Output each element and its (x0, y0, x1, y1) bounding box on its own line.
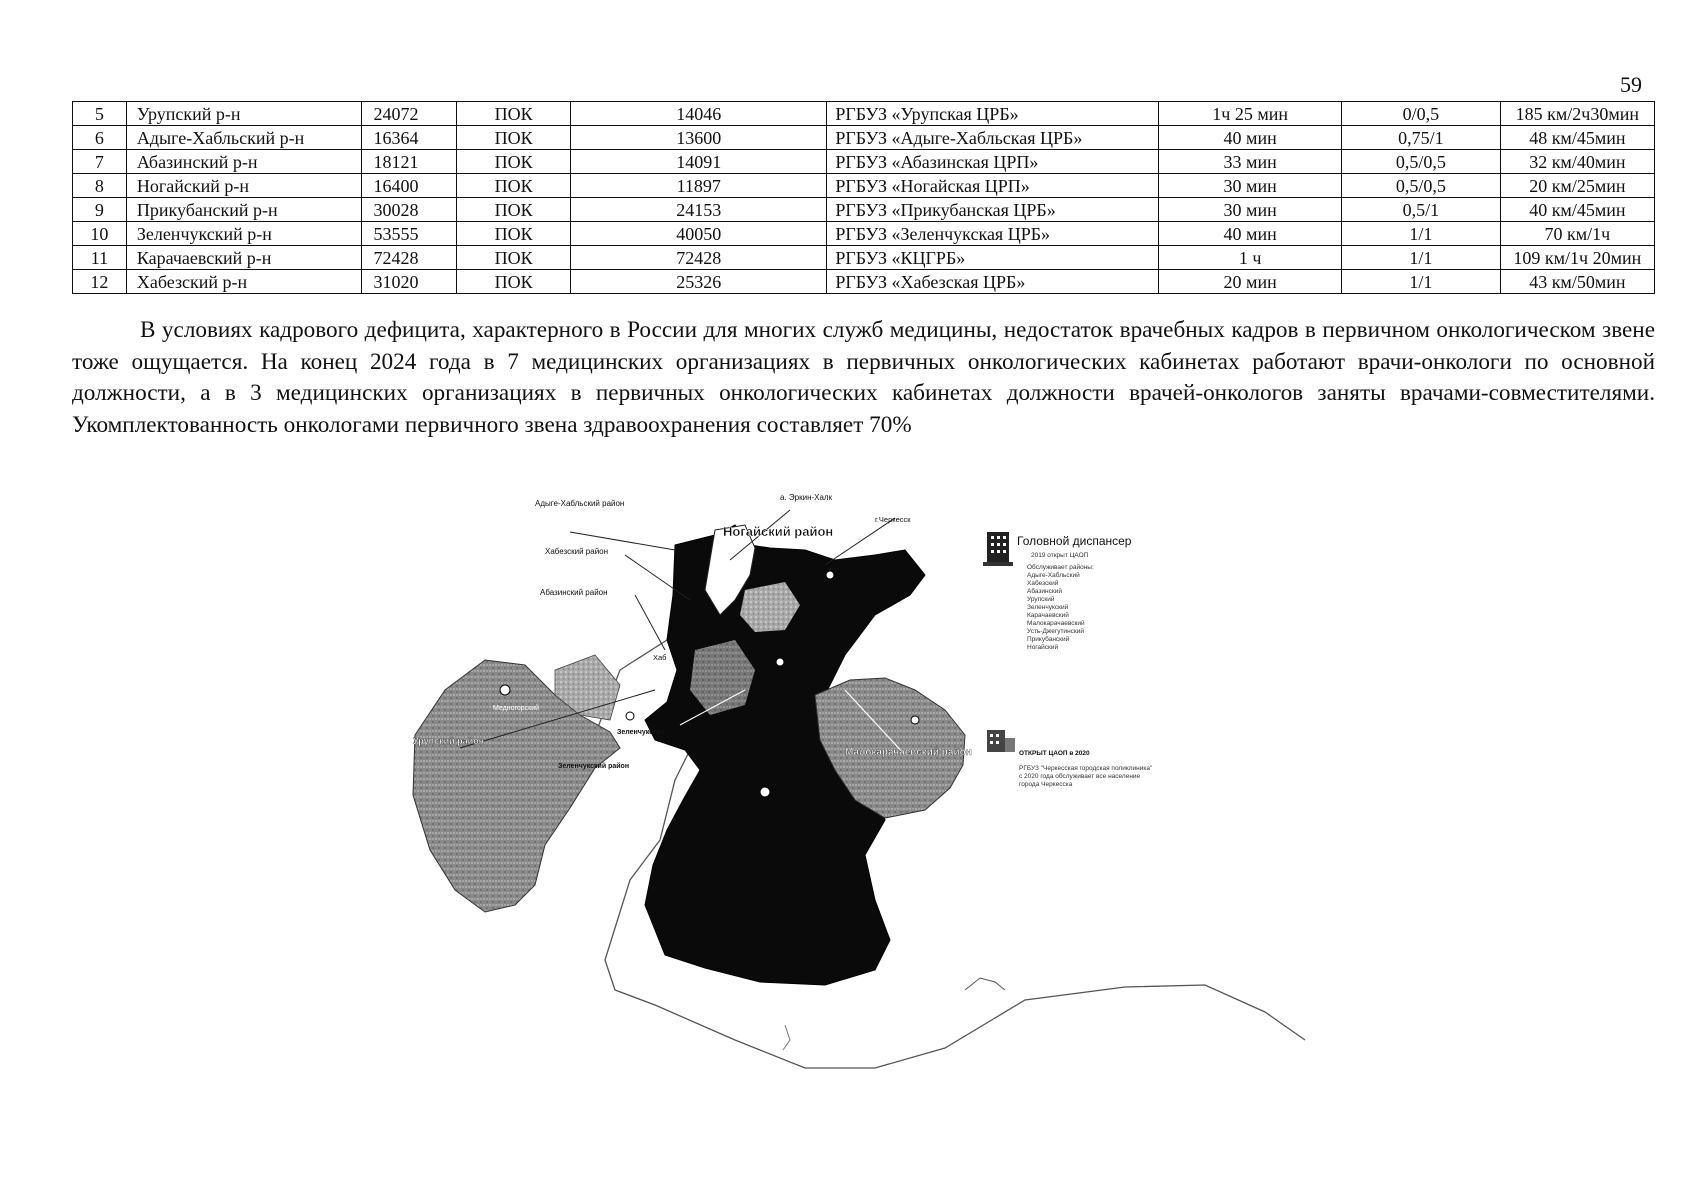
service-type-cell: ПОК (457, 174, 571, 198)
population-cell: 18121 (361, 150, 457, 174)
staff-rate-cell: 0,5/0,5 (1342, 174, 1501, 198)
district-name-cell: Ногайский р-н (126, 174, 361, 198)
travel-time-cell: 30 мин (1159, 174, 1342, 198)
legend-head-title: Головной диспансер (1017, 534, 1132, 548)
population-cell: 72428 (361, 246, 457, 270)
label-urup: Урупский район (413, 736, 485, 746)
service-type-cell: ПОК (457, 270, 571, 294)
legend-served-district: Малокарачаевский (1027, 620, 1085, 627)
travel-time-cell: 40 мин (1159, 126, 1342, 150)
row-number-cell: 5 (73, 102, 127, 126)
staff-rate-cell: 0/0,5 (1342, 102, 1501, 126)
location-marker (826, 571, 834, 579)
table-row (73, 126, 1655, 150)
row-number-cell: 12 (73, 270, 127, 294)
label-khab-short: Хаб (653, 653, 667, 662)
travel-time-cell: 40 мин (1159, 222, 1342, 246)
river-line (783, 1025, 790, 1050)
location-marker (626, 712, 634, 720)
staff-rate-cell: 1/1 (1342, 222, 1501, 246)
table-row (73, 102, 1655, 126)
distance-cell: 185 км/2ч30мин (1500, 102, 1654, 126)
staff-rate-cell: 0,5/1 (1342, 198, 1501, 222)
service-type-cell: ПОК (457, 246, 571, 270)
body-paragraph (72, 315, 1655, 441)
legend-served-district: Прикубанский (1027, 636, 1070, 643)
paragraph-text: В условиях кадрового дефицита, характерного в России для многих служб медицины, недостаток врачебных кадров в первичном онкологическом звене тоже ощущается. На конец 2024 года в 7 медицинских организациях в первичных онкологических кабинетах работают врачи-онкологи по основной должности, а в 3 медицинских организациях в первичных онкологических кабинетах должности врачей-онкологов заняты врачами-совместителями. Укомплектованность онкологами первичного звена здравоохранения составляет 70% (72, 317, 1655, 438)
label-adyge: Адыге-Хабльский район (535, 499, 625, 508)
district-name-cell: Урупский р-н (126, 102, 361, 126)
table-row (73, 150, 1655, 174)
distance-cell: 40 км/45мин (1500, 198, 1654, 222)
location-marker (760, 787, 770, 797)
legend-cao-line-3: города Черкесска (1019, 781, 1073, 788)
label-cherkessk: г.Черкесск (875, 515, 911, 524)
district-name-cell: Зеленчукский р-н (126, 222, 361, 246)
row-number-cell: 10 (73, 222, 127, 246)
served-count-cell: 14091 (571, 150, 827, 174)
legend-cao-title: ОТКРЫТ ЦАОП в 2020 (1019, 750, 1090, 757)
legend-served-district: Хабезский (1027, 580, 1059, 587)
travel-time-cell: 20 мин (1159, 270, 1342, 294)
staff-rate-cell: 1/1 (1342, 270, 1501, 294)
organization-cell: РГБУЗ «Зеленчукская ЦРБ» (827, 222, 1159, 246)
served-count-cell: 14046 (571, 102, 827, 126)
label-zelenchukskaya: Зеленчукская (617, 729, 665, 736)
location-marker (911, 716, 919, 724)
district-name-cell: Адыге-Хабльский р-н (126, 126, 361, 150)
label-erkin: а. Эркин-Халк (780, 493, 833, 502)
label-nogai: Ногайский район (723, 524, 834, 539)
served-count-cell: 72428 (571, 246, 827, 270)
distance-cell: 20 км/25мин (1500, 174, 1654, 198)
region-map (405, 493, 1305, 1100)
organization-cell: РГБУЗ «Хабезская ЦРБ» (827, 270, 1159, 294)
districts-table (72, 101, 1655, 294)
service-type-cell: ПОК (457, 102, 571, 126)
legend-served-district: Усть-Джегутинский (1027, 628, 1085, 635)
population-cell: 24072 (361, 102, 457, 126)
head-dispensary-icon (983, 532, 1013, 566)
population-cell: 30028 (361, 198, 457, 222)
leader-line (635, 595, 665, 650)
row-number-cell: 9 (73, 198, 127, 222)
served-count-cell: 24153 (571, 198, 827, 222)
district-name-cell: Прикубанский р-н (126, 198, 361, 222)
travel-time-cell: 1 ч (1159, 246, 1342, 270)
travel-time-cell: 33 мин (1159, 150, 1342, 174)
label-mednogorsky: Медногорский (493, 705, 540, 712)
table-row (73, 198, 1655, 222)
legend-head-subtitle: 2019 открыт ЦАОП (1031, 552, 1089, 559)
location-marker (776, 658, 784, 666)
organization-cell: РГБУЗ «Адыге-Хабльская ЦРБ» (827, 126, 1159, 150)
organization-cell: РГБУЗ «Урупская ЦРБ» (827, 102, 1159, 126)
organization-cell: РГБУЗ «Абазинская ЦРП» (827, 150, 1159, 174)
served-count-cell: 25326 (571, 270, 827, 294)
population-cell: 53555 (361, 222, 457, 246)
legend-serves-title: Обслуживает районы: (1027, 564, 1094, 571)
legend-served-district: Ногайский (1027, 644, 1059, 651)
service-type-cell: ПОК (457, 222, 571, 246)
served-count-cell: 40050 (571, 222, 827, 246)
staff-rate-cell: 0,5/0,5 (1342, 150, 1501, 174)
row-number-cell: 8 (73, 174, 127, 198)
table-row (73, 174, 1655, 198)
organization-cell: РГБУЗ «Ногайская ЦРП» (827, 174, 1159, 198)
cao-building-icon (987, 730, 1015, 752)
staff-rate-cell: 0,75/1 (1342, 126, 1501, 150)
page-number: 59 (1620, 72, 1642, 97)
label-zelenchuk-rayon: Зеленчукский район (558, 763, 630, 770)
legend-served-district: Урупский (1027, 596, 1055, 603)
table-row (73, 222, 1655, 246)
organization-cell: РГБУЗ «КЦГРБ» (827, 246, 1159, 270)
distance-cell: 70 км/1ч (1500, 222, 1654, 246)
served-count-cell: 11897 (571, 174, 827, 198)
row-number-cell: 6 (73, 126, 127, 150)
distance-cell: 48 км/45мин (1500, 126, 1654, 150)
served-count-cell: 13600 (571, 126, 827, 150)
legend-served-district: Адыге-Хабльский (1027, 572, 1080, 579)
district-name-cell: Абазинский р-н (126, 150, 361, 174)
legend-served-district: Карачаевский (1027, 612, 1069, 619)
staff-rate-cell: 1/1 (1342, 246, 1501, 270)
organization-cell: РГБУЗ «Прикубанская ЦРБ» (827, 198, 1159, 222)
row-number-cell: 7 (73, 150, 127, 174)
service-type-cell: ПОК (457, 126, 571, 150)
distance-cell: 32 км/40мин (1500, 150, 1654, 174)
population-cell: 31020 (361, 270, 457, 294)
row-number-cell: 11 (73, 246, 127, 270)
district-name-cell: Хабезский р-н (126, 270, 361, 294)
population-cell: 16364 (361, 126, 457, 150)
distance-cell: 43 км/50мин (1500, 270, 1654, 294)
table-row (73, 246, 1655, 270)
population-cell: 16400 (361, 174, 457, 198)
label-abaza: Абазинский район (540, 588, 608, 597)
legend-served-district: Абазинский (1027, 588, 1063, 595)
distance-cell: 109 км/1ч 20мин (1500, 246, 1654, 270)
travel-time-cell: 30 мин (1159, 198, 1342, 222)
service-type-cell: ПОК (457, 150, 571, 174)
district-name-cell: Карачаевский р-н (126, 246, 361, 270)
location-marker (500, 685, 510, 695)
label-malokarach: Малокарачаевский район (845, 747, 972, 758)
service-type-cell: ПОК (457, 198, 571, 222)
table-row (73, 270, 1655, 294)
river-line (965, 978, 1005, 990)
legend-served-district: Зеленчукский (1027, 604, 1069, 611)
travel-time-cell: 1ч 25 мин (1159, 102, 1342, 126)
legend-cao-line-2: с 2020 года обслуживает все население (1019, 773, 1141, 780)
label-khabez: Хабезский район (545, 547, 609, 556)
legend-cao-line-1: РГБУЗ "Черкесская городская поликлиника" (1019, 765, 1153, 772)
